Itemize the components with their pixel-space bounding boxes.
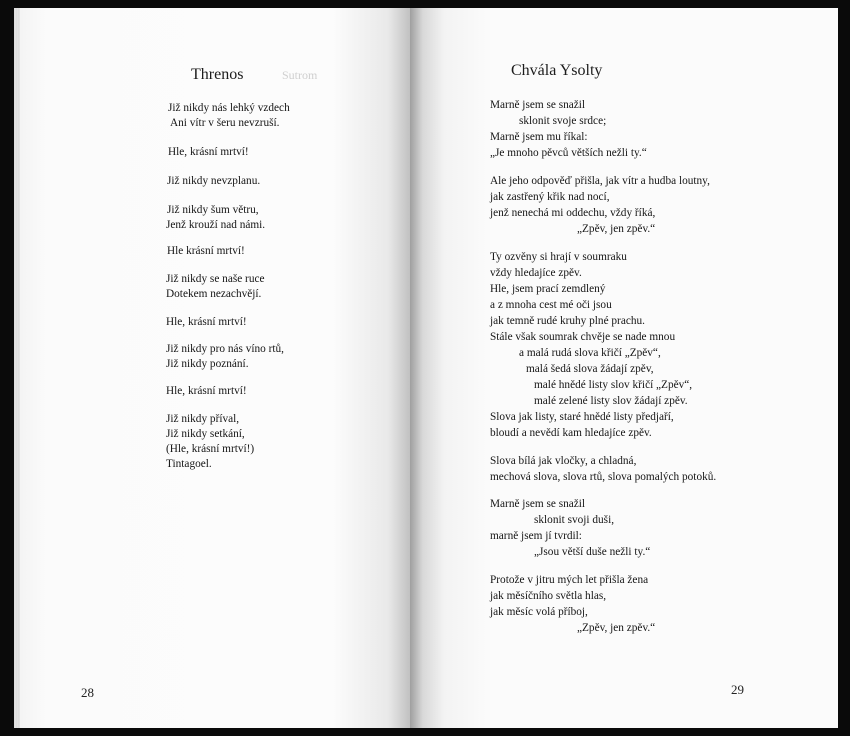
poem-line: malá šedá slova žádají zpěv,	[526, 363, 654, 375]
poem-line: mechová slova, slova rtů, slova pomalých potoků.	[490, 471, 717, 483]
poem-line: jak měsíc volá příboj,	[490, 606, 588, 618]
poem-line: Ani vítr v šeru nevzruší.	[170, 117, 280, 129]
right-page	[410, 8, 838, 728]
poem-line: Již nikdy nás lehký vzdech	[168, 102, 290, 114]
poem-line: Dotekem nezachvějí.	[166, 288, 262, 300]
poem-line: Již nikdy šum větru,	[167, 204, 259, 216]
poem-line: Hle, krásní mrtví!	[166, 316, 247, 328]
poem-line: Již nikdy setkání,	[166, 428, 245, 440]
poem-line: „Je mnoho pěvců větších nežli ty.“	[490, 147, 647, 159]
poem-line: Stále však soumrak chvěje se nade mnou	[490, 331, 676, 343]
page-number: 28	[81, 685, 94, 700]
poem-line: Protože v jitru mých let přišla žena	[490, 574, 649, 586]
poem-line: Již nikdy nevzplanu.	[167, 175, 261, 187]
poem-line: (Hle, krásní mrtví!)	[166, 443, 255, 455]
poem-line: Marně jsem se snažil	[490, 498, 586, 510]
poem-title: Chvála Ysolty	[511, 62, 603, 79]
poem-line: Hle, krásní mrtví!	[168, 146, 249, 158]
poem-line: Jenž krouží nad námi.	[166, 219, 266, 231]
page-number: 29	[731, 682, 744, 697]
poem-line: „Zpěv, jen zpěv.“	[577, 223, 656, 235]
page-edge	[14, 8, 20, 728]
poem-line: Již nikdy poznání.	[166, 358, 249, 370]
poem-line: bloudí a nevědí kam hledajíce zpěv.	[490, 427, 652, 439]
poem-line: Ale jeho odpověď přišla, jak vítr a hudba loutny,	[490, 175, 710, 187]
poem-line: jak měsíčního světla hlas,	[490, 590, 607, 602]
poem-line: „Zpěv, jen zpěv.“	[577, 622, 656, 634]
poem-line: jak zastřený křik nad nocí,	[490, 191, 610, 203]
poem-line: malé zelené listy slov žádají zpěv.	[534, 395, 688, 407]
poem-line: Již nikdy příval,	[166, 413, 240, 425]
poem-line: malé hnědé listy slov křičí „Zpěv“,	[534, 379, 693, 391]
poem-line: Hle krásní mrtví!	[167, 245, 245, 257]
poem-line: vždy hledajíce zpěv.	[490, 267, 582, 279]
poem-line: Již nikdy se naše ruce	[166, 273, 265, 285]
poem-line: sklonit svoji duši,	[534, 514, 615, 526]
poem-line: a z mnoha cest mé oči jsou	[490, 299, 612, 311]
poem-line: Hle, jsem prací zemdlený	[490, 283, 606, 295]
poem-line: „Jsou větší duše nežli ty.“	[534, 546, 651, 558]
poem-line: Marně jsem mu říkal:	[490, 131, 588, 143]
poem-title: Threnos	[191, 66, 244, 83]
poem-line: Tintagoel.	[166, 458, 212, 470]
poem-line: a malá rudá slova křičí „Zpěv“,	[519, 347, 661, 359]
poem-line: Ty ozvěny si hrají v soumraku	[490, 251, 627, 263]
poem-line: Slova bílá jak vločky, a chladná,	[490, 455, 637, 467]
poem-line: jenž nenechá mi oddechu, vždy říká,	[490, 207, 656, 219]
poem-line: sklonit svoje srdce;	[519, 115, 607, 127]
bleed-through-text: Sutrom	[282, 68, 318, 82]
poem-line: marně jsem jí tvrdil:	[490, 530, 582, 542]
left-page	[14, 8, 412, 728]
poem-line: Slova jak listy, staré hnědé listy předjaří,	[490, 411, 674, 423]
poem-line: Hle, krásní mrtví!	[166, 385, 247, 397]
poem-line: jak temně rudé kruhy plné prachu.	[490, 315, 645, 327]
poem-line: Již nikdy pro nás víno rtů,	[166, 343, 284, 355]
poem-line: Marně jsem se snažil	[490, 99, 586, 111]
